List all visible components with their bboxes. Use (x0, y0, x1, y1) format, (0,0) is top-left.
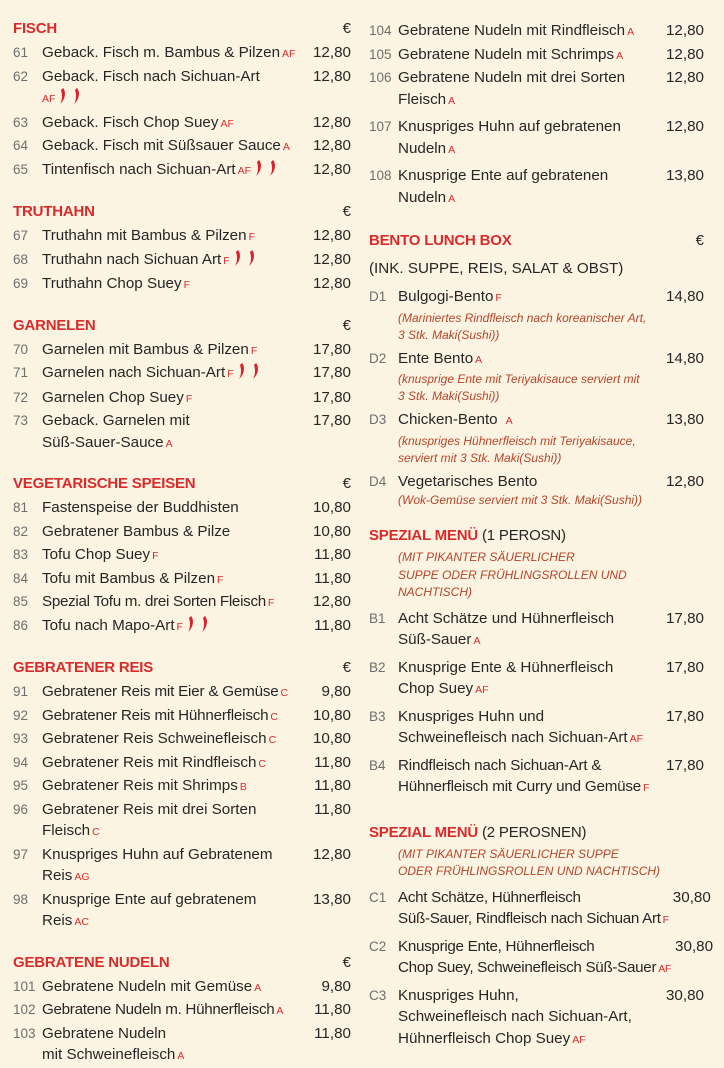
item-number: D4 (369, 473, 387, 489)
item-name: Geback. Garnelen mit Süß-Sauer-Sauce A (42, 412, 190, 451)
allergen-tag: AC (74, 916, 89, 928)
item-price: 10,80 (312, 499, 351, 516)
item-number: 106 (369, 70, 392, 85)
allergen-tag: A (282, 141, 290, 153)
allergen-tag: F (152, 550, 159, 562)
menu-item (13, 799, 351, 844)
menu-item (369, 348, 704, 410)
menu-item (369, 936, 714, 981)
item-price: 11,80 (314, 1024, 351, 1042)
item-number: 72 (13, 389, 29, 405)
allergen-tag: C (270, 710, 278, 723)
item-price: 30,80 (665, 986, 704, 1004)
menu-item (13, 681, 351, 705)
chili-icon (246, 249, 258, 274)
chili-icon (232, 249, 244, 274)
item-price: 17,80 (312, 340, 351, 358)
chili-icon (267, 159, 279, 184)
item-name: Rindfleisch nach Sichuan-Art & Hühnerfleisch mit Curry und Gemüse F (398, 756, 650, 795)
menu-item (13, 387, 351, 411)
item-name: Knuspriges Huhn auf Gebratenem Reis AG (42, 845, 273, 884)
allergen-tag: F (267, 597, 275, 609)
item-number: 67 (13, 228, 29, 243)
allergen-tag: A (475, 353, 483, 366)
allergen-tag: AF (220, 117, 234, 130)
section-spezial-2 (369, 823, 714, 1052)
menu-item (13, 497, 351, 521)
item-number: 83 (13, 547, 29, 562)
item-name: Gebratene Nudeln mit Rindfleisch A (398, 22, 635, 39)
item-price: 12,80 (312, 137, 351, 154)
item-name: Geback. Fisch m. Bambus & Pilzen AF (42, 44, 296, 61)
menu-item (13, 591, 351, 615)
item-number: 97 (13, 846, 29, 862)
allergen-tag: AG (74, 871, 90, 883)
item-price: 17,80 (665, 609, 704, 627)
item-number: 73 (13, 413, 29, 428)
item-name: Chicken-Bento A (knuspriges Hühnerfleisch mit Teriyakisauce, serviert mit 3 Stk. Maki(Sushi)) (398, 409, 662, 471)
section-nudeln-continued (369, 0, 704, 210)
section-fisch (13, 20, 351, 183)
menu-item (369, 755, 704, 800)
allergen-tag: A (177, 1050, 185, 1062)
item-price: 10,80 (312, 522, 351, 540)
item-price: 17,80 (312, 412, 351, 429)
item-price: 11,80 (314, 800, 351, 818)
menu-item (13, 976, 351, 1000)
allergen-tag: AF (629, 733, 644, 745)
item-number: 98 (13, 891, 29, 907)
section-header (13, 203, 351, 225)
allergen-tag: A (505, 415, 513, 427)
item-number: C3 (369, 987, 387, 1003)
item-name: Spezial Tofu m. drei Sorten Fleisch F (42, 593, 275, 610)
currency-symbol: € (695, 232, 704, 249)
currency-symbol: € (342, 203, 351, 220)
section-subtitle: (INK. SUPPE, REIS, SALAT & OBST) (369, 260, 624, 277)
menu-item (13, 775, 351, 799)
item-name: Tofu Chop Suey F (42, 546, 159, 563)
item-price: 12,80 (665, 472, 704, 490)
menu-item (13, 521, 351, 545)
item-name: Gebratener Reis mit Hühnerfleisch C (42, 706, 278, 724)
item-name: Gebratener Reis mit Eier & Gemüse C (42, 683, 288, 700)
allergen-tag: A (165, 437, 173, 450)
item-number: 61 (13, 45, 29, 60)
item-name: Tofu mit Bambus & Pilzen F (42, 569, 224, 587)
item-name: Gebratener Reis Schweinefleisch C (42, 730, 277, 747)
item-number: 64 (13, 138, 29, 153)
currency-symbol: € (342, 659, 351, 676)
item-number: 63 (13, 114, 29, 130)
chili-icon (250, 362, 262, 387)
item-name: Acht Schätze, Hühnerfleisch Süß-Sauer, Rindfleisch nach Sichuan Art F (398, 888, 669, 927)
item-name: Gebratene Nudeln mit Gemüse A (42, 977, 262, 995)
section-title: BENTO LUNCH BOX (369, 232, 512, 249)
section-bento (369, 232, 704, 513)
allergen-tag: F (217, 573, 224, 586)
menu-item (369, 887, 711, 932)
allergen-tag: AF (42, 93, 56, 105)
allergen-tag: F (250, 344, 258, 357)
item-name: Bulgogi-Bento F (Mariniertes Rindfleisch nach koreanischer Art, 3 Stk. Maki(Sushi)) (398, 286, 662, 348)
menu-item (13, 844, 351, 889)
allergen-tag: A (616, 49, 624, 62)
item-number: 62 (13, 68, 29, 84)
menu-item (13, 615, 351, 640)
menu-item (13, 889, 351, 934)
section-reis (13, 659, 351, 934)
allergen-tag: C (92, 826, 100, 838)
item-price: 12,80 (312, 593, 351, 610)
item-number: D2 (369, 350, 387, 366)
menu-item (13, 135, 351, 159)
allergen-tag: F (227, 368, 234, 380)
section-header (369, 527, 704, 549)
section-truthahn (13, 203, 351, 297)
allergen-tag: F (495, 292, 502, 304)
item-number: 102 (13, 1002, 36, 1017)
section-spezial-1 (369, 527, 704, 800)
item-price: 11,80 (314, 753, 351, 771)
item-price: 12,80 (312, 67, 351, 85)
item-price: 12,80 (312, 44, 351, 61)
item-number: 91 (13, 684, 29, 699)
item-price: 11,80 (314, 616, 351, 634)
item-number: 108 (369, 168, 392, 183)
item-name: Fastenspeise der Buddhisten (42, 499, 239, 516)
item-price: 9,80 (321, 683, 351, 700)
allergen-tag: F (185, 392, 193, 405)
allergen-tag: C (280, 687, 288, 699)
section-title: GEBRATENE NUDELN (13, 953, 170, 971)
allergen-tag: B (239, 781, 247, 793)
item-number: B1 (369, 610, 386, 626)
item-name: Ente Bento A (knusprige Ente mit Teriyakisauce serviert mit 3 Stk. Maki(Sushi)) (398, 348, 662, 410)
item-name: Acht Schätze und Hühnerfleisch Süß-Sauer A (398, 609, 615, 648)
item-number: 107 (369, 119, 392, 134)
chili-icon (57, 87, 69, 112)
item-price: 13,80 (665, 167, 704, 184)
menu-item (13, 159, 351, 184)
menu-item (13, 705, 351, 729)
item-description: (Mariniertes Rindfleisch nach koreanischer Art, 3 Stk. Maki(Sushi)) (398, 310, 647, 342)
section-note: (MIT PIKANTER SÄUERLICHER SUPPE ODER FRÜHLINGSROLLEN UND NACHTISCH) (398, 550, 627, 599)
item-description: (knusprige Ente mit Teriyakisauce serviert mit 3 Stk. Maki(Sushi)) (398, 372, 640, 403)
item-number: 69 (13, 276, 29, 291)
allergen-tag: AF (572, 1033, 586, 1046)
item-number: B4 (369, 757, 386, 773)
section-nudeln (13, 954, 351, 1068)
item-price: 12,80 (312, 227, 351, 244)
item-price: 12,80 (312, 160, 351, 178)
allergen-tag: F (643, 782, 650, 794)
item-number: 93 (13, 731, 29, 746)
item-name: Knusprige Ente, Hühnerfleisch Chop Suey, Schweinefleisch Süß-Sauer AF (398, 937, 672, 976)
item-name: Knuspriges Huhn auf gebratenen Nudeln A (398, 118, 621, 157)
item-price: 12,80 (312, 113, 351, 131)
item-number: D1 (369, 289, 387, 304)
item-name: Truthahn mit Bambus & Pilzen F (42, 227, 255, 244)
item-number: 81 (13, 500, 29, 515)
menu-item (369, 409, 704, 471)
section-header (13, 954, 351, 976)
chili-icon (71, 87, 83, 112)
allergen-tag: A (448, 94, 456, 107)
chili-icon (236, 362, 248, 387)
allergen-tag: C (258, 757, 266, 770)
item-price: 17,80 (312, 388, 351, 406)
item-price: 11,80 (314, 546, 351, 563)
item-name: Knusprige Ente auf gebratenem Reis AC (42, 890, 257, 929)
allergen-tag: F (662, 914, 669, 926)
item-price: 10,80 (312, 730, 351, 747)
item-price: 17,80 (665, 756, 704, 774)
item-number: 70 (13, 341, 29, 357)
item-name: Gebratene Nudeln m. Hühnerfleisch A (42, 1001, 284, 1018)
item-price: 13,80 (665, 411, 704, 428)
item-price: 14,80 (665, 288, 704, 305)
menu-item (13, 728, 351, 752)
item-name: Knuspriges Huhn, Schweinefleisch nach Sichuan-Art, Hühnerfleisch Chop Suey AF (398, 986, 632, 1047)
item-price: 30,80 (675, 937, 714, 955)
item-name: Tofu nach Mapo-Art F (42, 615, 310, 640)
item-number: 94 (13, 754, 29, 770)
item-price: 12,80 (312, 250, 351, 268)
section-note: (MIT PIKANTER SÄUERLICHER SUPPE ODER FRÜHLINGSROLLEN UND NACHTISCH) (398, 846, 661, 878)
item-number: 71 (13, 365, 29, 380)
section-header (13, 475, 351, 497)
item-name: Geback. Fisch mit Süßsauer Sauce A (42, 137, 290, 154)
menu-item (369, 471, 704, 514)
section-vegetarisch (13, 475, 351, 639)
allergen-tag: A (448, 143, 456, 156)
currency-symbol: € (342, 20, 351, 37)
item-number: 85 (13, 594, 29, 609)
chili-icon (253, 159, 265, 184)
section-header (13, 20, 351, 42)
allergen-tag: AF (237, 164, 252, 177)
item-name: Truthahn Chop Suey F (42, 275, 191, 292)
allergen-tag: AF (475, 684, 489, 696)
section-title: SPEZIAL MENÜ (1 PEROSN) (369, 527, 566, 544)
allergen-tag: A (448, 192, 456, 205)
section-garnelen (13, 317, 351, 456)
item-number: 65 (13, 161, 29, 177)
chili-icon (199, 615, 211, 640)
section-title: SPEZIAL MENÜ (2 PEROSNEN) (369, 823, 587, 841)
menu-item (369, 706, 704, 751)
item-price: 12,80 (665, 69, 704, 86)
item-name: Knusprige Ente auf gebratenen Nudeln A (398, 167, 609, 206)
menu-item (369, 985, 704, 1052)
item-price: 30,80 (672, 888, 711, 906)
menu-item (369, 286, 704, 348)
item-price: 11,80 (314, 1001, 351, 1018)
section-title: GARNELEN (13, 316, 96, 334)
item-number: 84 (13, 570, 29, 586)
item-name: Gebratener Reis mit drei Sorten Fleisch C (42, 800, 257, 839)
currency-symbol: € (342, 316, 351, 334)
item-number: D3 (369, 412, 387, 427)
section-title: FISCH (13, 20, 58, 37)
section-header (13, 317, 351, 339)
item-number: 86 (13, 617, 29, 633)
allergen-tag: F (223, 254, 230, 267)
item-price: 14,80 (665, 349, 704, 367)
menu-item (13, 544, 351, 568)
item-name: Geback. Fisch Chop Suey AF (42, 113, 234, 131)
allergen-tag: F (183, 279, 191, 291)
item-name: Vegetarisches Bento (Wok-Gemüse serviert mit 3 Stk. Maki(Sushi)) (398, 471, 662, 514)
item-price: 12,80 (665, 22, 704, 39)
menu-item (369, 20, 704, 44)
item-number: 105 (369, 46, 392, 62)
menu-item (13, 1023, 351, 1068)
item-price: 17,80 (665, 658, 704, 676)
item-name: Gebratene Nudeln mit drei Sorten Fleisch A (398, 69, 626, 108)
menu-item (369, 657, 704, 702)
item-price: 17,80 (312, 364, 351, 381)
item-number: 104 (369, 23, 392, 38)
item-name: Geback. Fisch nach Sichuan-Art AF (42, 66, 309, 112)
allergen-tag: A (627, 26, 635, 38)
menu-item (13, 225, 351, 249)
item-number: 68 (13, 251, 29, 267)
menu-item (13, 66, 351, 112)
item-price: 10,80 (312, 706, 351, 724)
item-price: 12,80 (665, 45, 704, 63)
item-name: Gebratene Nudeln mit Schweinefleisch A (42, 1024, 185, 1063)
item-price: 11,80 (314, 777, 351, 794)
menu-item (13, 112, 351, 136)
item-price: 12,80 (312, 275, 351, 292)
menu-item (369, 165, 704, 210)
section-header (369, 232, 704, 254)
item-name: Garnelen mit Bambus & Pilzen F (42, 340, 258, 358)
section-title: TRUTHAHN (13, 203, 95, 220)
left-column (13, 0, 351, 1068)
item-number: C2 (369, 938, 387, 954)
menu-item (13, 249, 351, 274)
menu-item (13, 42, 351, 66)
item-name: Tintenfisch nach Sichuan-Art AF (42, 159, 309, 184)
item-number: C1 (369, 889, 387, 905)
allergen-tag: C (268, 734, 277, 746)
item-price: 13,80 (312, 890, 351, 908)
item-price: 11,80 (314, 569, 351, 587)
item-name: Knusprige Ente & Hühnerfleisch Chop Suey AF (398, 658, 614, 697)
item-number: 95 (13, 778, 29, 793)
menu-item (369, 44, 704, 68)
item-price: 17,80 (665, 707, 704, 725)
section-header (369, 824, 704, 846)
item-description: (knuspriges Hühnerfleisch mit Teriyakisauce, serviert mit 3 Stk. Maki(Sushi)) (398, 433, 636, 465)
menu-item (13, 362, 351, 387)
currency-symbol: € (342, 475, 351, 492)
item-number: 82 (13, 523, 29, 539)
item-number: B2 (369, 659, 386, 675)
allergen-tag: AF (282, 48, 296, 60)
section-header (13, 659, 351, 681)
chili-icon (185, 615, 197, 640)
allergen-tag: F (248, 231, 255, 243)
currency-symbol: € (342, 953, 351, 971)
allergen-tag: A (254, 981, 262, 994)
item-name: Knuspriges Huhn und Schweinefleisch nach Sichuan-Art AF (398, 707, 644, 746)
item-name: Gebratener Reis mit Shrimps B (42, 777, 247, 794)
item-price: 12,80 (665, 118, 704, 135)
item-price: 12,80 (312, 845, 351, 863)
menu-item (369, 608, 704, 653)
allergen-tag: A (276, 1005, 284, 1017)
section-title: VEGETARISCHE SPEISEN (13, 475, 196, 492)
item-description: (Wok-Gemüse serviert mit 3 Stk. Maki(Sushi)) (398, 493, 643, 507)
item-name: Gebratene Nudeln mit Schrimps A (398, 45, 624, 63)
menu-item (13, 339, 351, 363)
item-name: Garnelen Chop Suey F (42, 388, 193, 406)
item-price: 9,80 (321, 977, 351, 995)
menu-item (369, 116, 704, 161)
item-name: Gebratener Bambus & Pilze (42, 522, 231, 540)
allergen-tag: A (473, 635, 481, 647)
allergen-tag: F (176, 620, 183, 633)
menu-item (13, 568, 351, 592)
menu-item (13, 752, 351, 776)
right-column (369, 0, 714, 1051)
item-number: B3 (369, 708, 386, 724)
menu-item (13, 273, 351, 297)
section-title: GEBRATENER REIS (13, 659, 154, 676)
item-name: Garnelen nach Sichuan-Art F (42, 362, 309, 387)
item-name: Gebratener Reis mit Rindfleisch C (42, 753, 266, 771)
item-name: Truthahn nach Sichuan Art F (42, 249, 309, 274)
menu-item (13, 410, 351, 455)
item-number: 96 (13, 801, 29, 817)
item-number: 92 (13, 707, 29, 723)
menu-item (13, 999, 351, 1023)
allergen-tag: AF (658, 963, 672, 975)
item-number: 101 (13, 978, 36, 994)
item-number: 103 (13, 1025, 36, 1041)
menu-item (369, 67, 704, 112)
